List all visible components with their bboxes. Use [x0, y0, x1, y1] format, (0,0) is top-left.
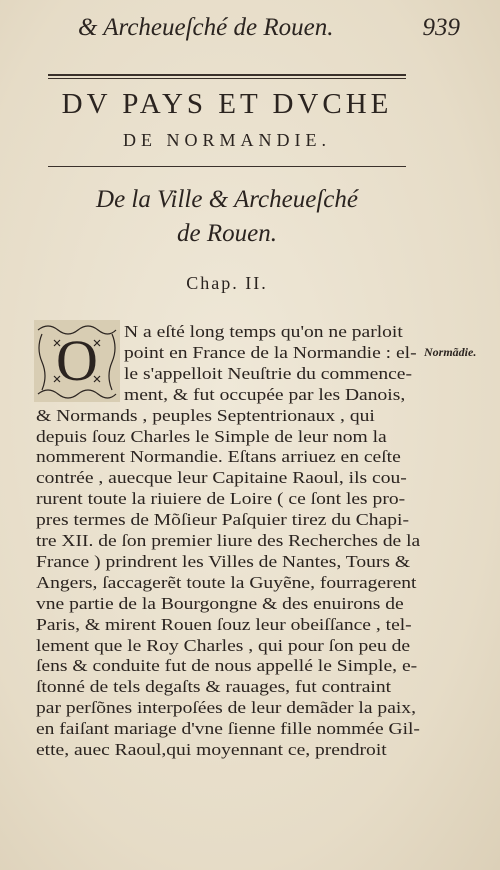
body-line: Angers, ſaccagerẽt toute la Guyẽne, fourragerent: [36, 572, 417, 592]
top-rule: [48, 74, 406, 76]
body-line: nommerent Normandie. Eſtans arriuez en ceſte: [36, 447, 401, 467]
body-line: & Normands , peuples Septentrionaux , qui: [36, 405, 375, 425]
heading-rule: [48, 166, 406, 167]
drop-cap-letter: O: [56, 328, 98, 393]
margin-note: Normãdie.: [424, 345, 477, 359]
page-number: 939: [422, 14, 460, 41]
body-line: contrée , auecque leur Capitaine Raoul, ils cou-: [36, 468, 407, 488]
heading-line-1: DV PAYS ET DVCHE: [61, 88, 393, 120]
body-line: rurent toute la riuiere de Loire ( ce ſont les pro-: [36, 489, 406, 509]
body-line: vne partie de la Bourgongne & des enuirons de: [36, 593, 404, 613]
body-line: lement que le Roy Charles , qui pour ſon peu de: [36, 635, 411, 655]
body-line: tre XII. de ſon premier liure des Recherches de la: [36, 531, 421, 550]
top-rule-thin: [48, 78, 406, 79]
body-line: par perſõnes interpoſées de leur demãder la paix,: [36, 698, 416, 718]
body-line: depuis ſouz Charles le Simple de leur nom la: [36, 426, 387, 446]
body-line: ſens & conduite fut de nous appellé le Simple, e-: [36, 656, 418, 676]
decorated-initial: [34, 320, 120, 402]
body-line: Paris, & mirent Rouen ſouz leur obeiſſance , tel-: [36, 614, 412, 634]
body-line: N a eſté long temps qu'on ne parloit: [124, 322, 403, 341]
chapter-title: Chap. II.: [186, 273, 268, 293]
heading-line-2: DE NORMANDIE.: [123, 130, 331, 150]
subheading-line-2: de Rouen.: [177, 220, 277, 247]
body-line: le s'appelloit Neuſtrie du commence-: [124, 363, 412, 383]
body-line: pres termes de Mõſieur Paſquier tirez du Chapi-: [36, 510, 409, 530]
subheading-line-1: De la Ville & Archeueſché: [96, 186, 358, 213]
running-head-title: & Archeueſché de Rouen.: [78, 14, 334, 41]
body-line: ette, auec Raoul,qui moyennant ce, prendroit: [36, 740, 387, 759]
body-line: ment, & fut occupée par les Danois,: [124, 384, 406, 404]
body-line: France ) prindrent les Villes de Nantes, Tours &: [36, 551, 411, 571]
body-line: ſtonné de tels degaſts & rauages, fut contraint: [36, 677, 392, 697]
body-line: point en France de la Normandie : el-: [124, 342, 417, 362]
body-line: en faiſant mariage d'vne ſienne fille nommée Gil-: [36, 719, 420, 739]
